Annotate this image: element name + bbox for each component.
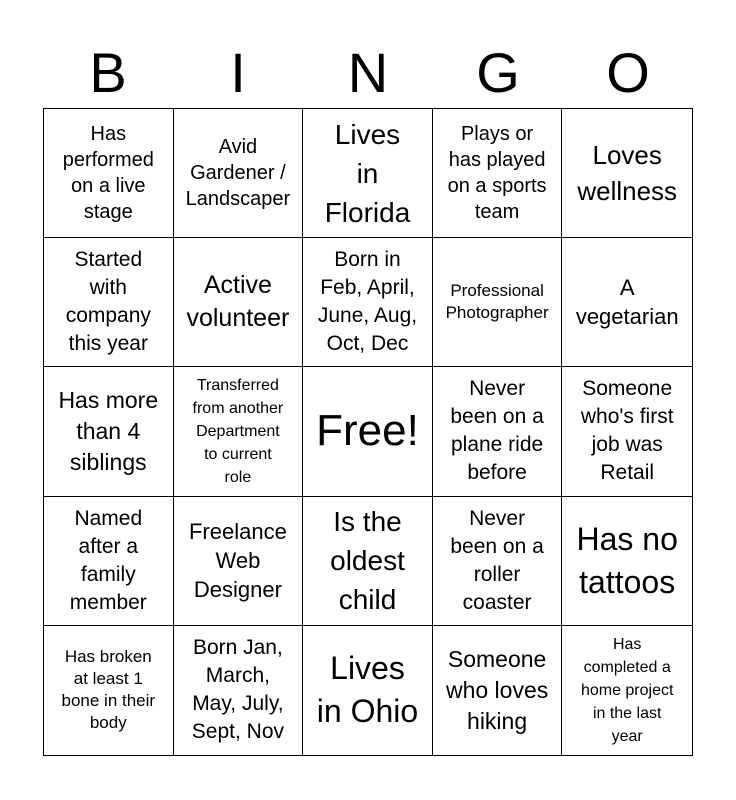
cell-line: siblings bbox=[69, 448, 147, 475]
cell-line: Web bbox=[215, 548, 261, 574]
bingo-cell[interactable] bbox=[174, 109, 304, 238]
cell-line: Lives bbox=[330, 650, 405, 687]
bingo-cell[interactable] bbox=[303, 497, 433, 626]
header-letter-i: I bbox=[230, 41, 246, 104]
bingo-cell[interactable] bbox=[44, 497, 174, 626]
header-letter-o: O bbox=[606, 41, 650, 104]
cell-line: bone in their bbox=[61, 691, 156, 711]
bingo-cell[interactable] bbox=[303, 626, 433, 755]
bingo-cell[interactable] bbox=[44, 367, 174, 496]
bingo-cell[interactable] bbox=[433, 367, 563, 496]
cell-text bbox=[58, 385, 158, 478]
cell-text bbox=[317, 647, 418, 733]
cell-line: Loves bbox=[592, 140, 662, 171]
cell-line: Never bbox=[469, 377, 526, 401]
cell-text bbox=[186, 134, 291, 212]
cell-line: Plays or bbox=[460, 123, 534, 146]
cell-text bbox=[577, 137, 677, 209]
cell-line: Lives bbox=[334, 118, 401, 150]
cell-text bbox=[330, 502, 405, 619]
bingo-cell[interactable] bbox=[303, 238, 433, 367]
cell-line: hiking bbox=[467, 707, 528, 734]
cell-line: on a live bbox=[71, 175, 146, 198]
cell-line: A bbox=[619, 275, 635, 301]
cell-text bbox=[192, 634, 284, 746]
cell-line: at least 1 bbox=[73, 669, 143, 689]
cell-line: with bbox=[89, 276, 127, 300]
bingo-cell[interactable] bbox=[44, 238, 174, 367]
cell-line: oldest bbox=[330, 545, 405, 577]
cell-line: Transferred bbox=[196, 376, 279, 394]
free-space-label: Free! bbox=[316, 406, 419, 456]
cell-line: Has broken bbox=[64, 647, 152, 667]
cell-text bbox=[193, 374, 284, 489]
cell-line: Designer bbox=[193, 577, 282, 603]
cell-text bbox=[316, 405, 419, 457]
cell-line: Freelance bbox=[188, 519, 287, 545]
cell-line: before bbox=[467, 461, 527, 485]
cell-line: March, bbox=[205, 664, 270, 688]
cell-line: body bbox=[89, 713, 127, 733]
cell-line: company bbox=[65, 304, 151, 328]
cell-line: stage bbox=[83, 201, 133, 224]
cell-line: roller bbox=[473, 562, 521, 586]
bingo-cell[interactable] bbox=[174, 497, 304, 626]
cell-line: coaster bbox=[462, 590, 532, 614]
bingo-cell[interactable] bbox=[44, 109, 174, 238]
cell-text bbox=[186, 269, 289, 335]
cell-line: Landscaper bbox=[185, 188, 291, 211]
cell-line: Someone bbox=[582, 377, 673, 401]
cell-line: Has more bbox=[58, 386, 159, 413]
cell-text bbox=[576, 273, 679, 331]
cell-line: member bbox=[69, 590, 147, 614]
cell-line: from another bbox=[192, 399, 284, 417]
cell-line: Oct, Dec bbox=[326, 332, 409, 356]
cell-line: Professional bbox=[450, 281, 544, 301]
cell-line: performed bbox=[62, 149, 154, 172]
cell-text bbox=[62, 646, 156, 734]
cell-text bbox=[446, 644, 548, 737]
bingo-cell[interactable] bbox=[44, 626, 174, 755]
cell-text bbox=[446, 280, 549, 324]
bingo-cell[interactable] bbox=[433, 109, 563, 238]
cell-line: Has bbox=[612, 635, 642, 653]
cell-line: Florida bbox=[324, 196, 411, 228]
cell-line: job was bbox=[591, 433, 663, 457]
cell-line: been on a bbox=[450, 534, 544, 558]
cell-line: vegetarian bbox=[575, 304, 679, 330]
bingo-header bbox=[43, 38, 693, 108]
cell-text bbox=[66, 246, 151, 358]
bingo-board bbox=[43, 108, 693, 756]
cell-line: role bbox=[224, 468, 252, 486]
cell-line: has played bbox=[448, 149, 546, 172]
cell-line: Is the bbox=[333, 506, 402, 538]
cell-line: on a sports bbox=[447, 175, 547, 198]
header-letter-b: B bbox=[89, 41, 127, 104]
cell-line: in bbox=[356, 157, 379, 189]
cell-text bbox=[450, 505, 543, 617]
bingo-cell[interactable] bbox=[562, 497, 692, 626]
cell-text bbox=[70, 505, 147, 617]
cell-text bbox=[318, 246, 417, 358]
cell-line: June, Aug, bbox=[317, 304, 418, 328]
bingo-cell[interactable] bbox=[174, 626, 304, 755]
bingo-cell[interactable] bbox=[562, 367, 692, 496]
cell-line: who's first bbox=[580, 405, 674, 429]
cell-line: after a bbox=[78, 534, 139, 558]
cell-line: Born in bbox=[334, 248, 401, 272]
cell-line: Retail bbox=[600, 461, 655, 485]
cell-line: Named bbox=[74, 506, 143, 530]
cell-line: Photographer bbox=[445, 303, 549, 323]
bingo-cell[interactable] bbox=[433, 238, 563, 367]
bingo-cell[interactable] bbox=[433, 626, 563, 755]
cell-line: completed a bbox=[583, 658, 671, 676]
header-letter-n: N bbox=[347, 41, 389, 104]
bingo-cell[interactable] bbox=[562, 109, 692, 238]
cell-text bbox=[581, 633, 674, 748]
cell-line: Started bbox=[74, 248, 143, 272]
free-space-cell[interactable] bbox=[303, 367, 433, 496]
cell-line: home project bbox=[580, 681, 674, 699]
cell-text bbox=[325, 115, 411, 232]
cell-line: tattoos bbox=[579, 563, 676, 600]
cell-line: who loves bbox=[445, 676, 549, 703]
cell-line: volunteer bbox=[186, 304, 290, 333]
cell-line: Born Jan, bbox=[192, 636, 283, 660]
cell-line: family bbox=[80, 562, 136, 586]
bingo-cell[interactable] bbox=[303, 109, 433, 238]
cell-line: child bbox=[338, 584, 397, 616]
bingo-cell[interactable] bbox=[562, 238, 692, 367]
cell-line: Sept, Nov bbox=[191, 720, 284, 744]
cell-line: May, July, bbox=[192, 692, 284, 716]
cell-line: Never bbox=[469, 506, 526, 530]
bingo-cell[interactable] bbox=[174, 367, 304, 496]
cell-line: been on a bbox=[450, 405, 544, 429]
cell-line: plane ride bbox=[450, 433, 544, 457]
cell-line: Has no bbox=[576, 520, 678, 557]
cell-line: year bbox=[611, 727, 643, 745]
cell-line: Someone bbox=[447, 645, 547, 672]
header-letter-g: G bbox=[476, 41, 520, 104]
bingo-cell[interactable] bbox=[562, 626, 692, 755]
cell-line: Has bbox=[90, 123, 127, 146]
cell-line: to current bbox=[204, 445, 272, 463]
cell-line: Avid bbox=[218, 136, 258, 159]
bingo-cell[interactable] bbox=[433, 497, 563, 626]
cell-text bbox=[450, 375, 543, 487]
cell-text bbox=[63, 121, 154, 225]
bingo-cell[interactable] bbox=[174, 238, 304, 367]
cell-line: Feb, April, bbox=[320, 276, 415, 300]
cell-line: Department bbox=[196, 422, 280, 440]
cell-text bbox=[448, 121, 547, 225]
cell-text bbox=[577, 518, 678, 604]
cell-line: wellness bbox=[577, 176, 678, 207]
cell-line: this year bbox=[68, 332, 148, 356]
cell-line: than 4 bbox=[76, 417, 141, 444]
cell-line: in Ohio bbox=[316, 693, 419, 730]
cell-line: team bbox=[474, 201, 520, 224]
cell-line: Active bbox=[203, 271, 272, 300]
cell-text bbox=[189, 517, 287, 604]
cell-line: Gardener / bbox=[190, 162, 286, 185]
cell-text bbox=[581, 375, 674, 487]
cell-line: in the last bbox=[592, 704, 662, 722]
